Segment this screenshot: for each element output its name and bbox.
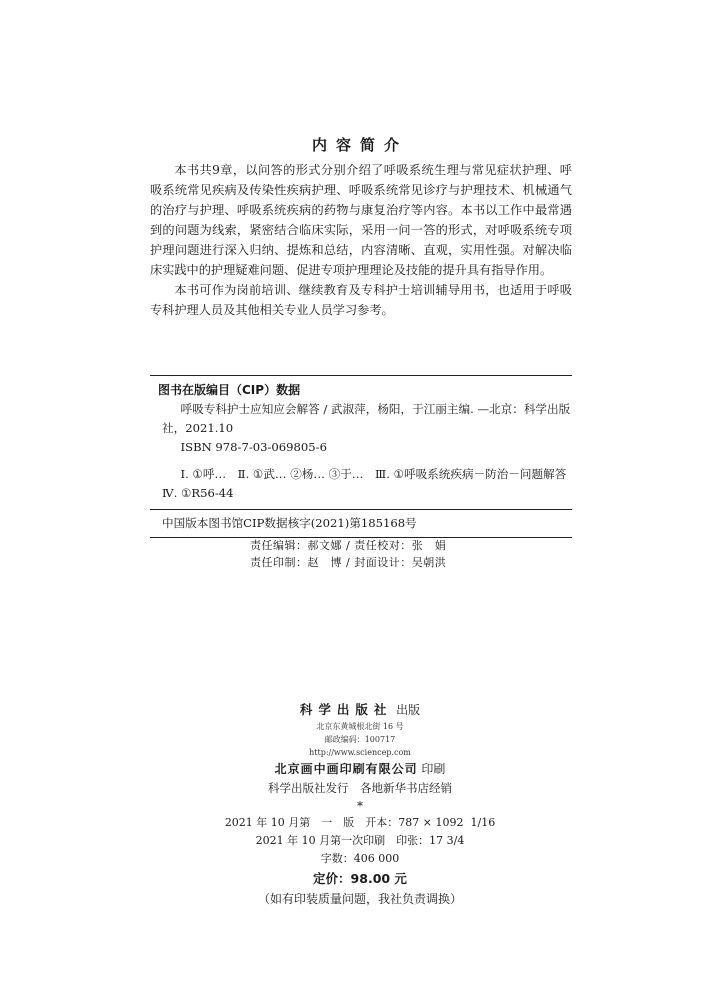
publisher-postcode: 邮政编码：100717: [324, 735, 396, 744]
publisher-line: [160, 700, 560, 720]
book-summary: [150, 160, 572, 320]
editorial-credits: [250, 537, 510, 571]
cip-classification: Ⅰ. ①呼… Ⅱ. ①武… ②杨… ③于… Ⅲ. ①呼吸系统疾病－防治－问题解答 Ⅳ. ①R56-44: [162, 467, 578, 500]
cip-number: 中国版本图书馆CIP数据核字(2021)第185168号: [162, 516, 417, 530]
edition-line: 2021 年 10 月第 一 版 开本：787 × 1092 1/16: [224, 816, 496, 829]
credits-line-2: 责任印制：赵 博 / 封面设计：吴朝洪: [250, 556, 447, 569]
separator-star: *: [357, 799, 363, 813]
summary-paragraph-1: 本书共9章，以问答的形式分别介绍了呼吸系统生理与常见症状护理、呼吸系统常见疾病及传染性疾病护理、呼吸系统常见诊疗与护理技术、机械通气的治疗与护理、呼吸系统疾病的药物与康复治疗等内容。本书以工作中最常遇到的问题为线索，紧密结合临床实际，采用一问一答的形式，对呼吸系统专项护理问题进行深入归纳、提炼和总结，内容清晰、直观，实用性强。对解决临床实践中的护理疑难问题、促进专项护理理论及技能的提升具有指导作用。: [150, 163, 572, 277]
cip-title: 图书在版编目（CIP）数据: [158, 383, 301, 397]
price-line: 定价：98.00 元: [313, 871, 407, 886]
cip-isbn: ISBN 978-7-03-069805-6: [180, 440, 327, 454]
publisher-name: 科学出版社: [299, 702, 393, 717]
distribution-line: 科学出版社发行 各地新华书店经销: [268, 781, 452, 795]
cip-record-text: 呼吸专科护士应知应会解答 / 武淑萍，杨阳，于江丽主编. —北京：科学出版社，2021.10: [162, 402, 571, 435]
cip-spacer: [162, 457, 572, 465]
imprint-block: [160, 700, 560, 908]
cip-data-box: [150, 375, 578, 538]
publisher-suffix: 出版: [396, 703, 421, 717]
credits-line-1: 责任编辑：郝文娜 / 责任校对：张 娟: [250, 539, 447, 552]
printer-line: [160, 759, 560, 779]
wordcount-line: 字数：406 000: [320, 852, 400, 865]
summary-paragraph-2: 本书可作为岗前培训、继续教育及专科护士培训辅导用书，也适用于呼吸专科护理人员及其他相关专业人员学习参考。: [150, 283, 572, 317]
page-title: 内容简介: [311, 136, 408, 154]
quality-note: （如有印装质量问题，我社负责调换）: [257, 892, 462, 906]
cip-record: [150, 400, 578, 503]
publisher-address: 北京东黄城根北街 16 号: [316, 722, 404, 731]
printing-line: 2021 年 10 月第一次印刷 印张：17 3/4: [255, 834, 465, 847]
printer-name: 北京画中画印刷有限公司: [274, 762, 418, 776]
printer-suffix: 印刷: [421, 762, 446, 776]
publisher-website: http://www.sciencep.com: [309, 748, 411, 757]
